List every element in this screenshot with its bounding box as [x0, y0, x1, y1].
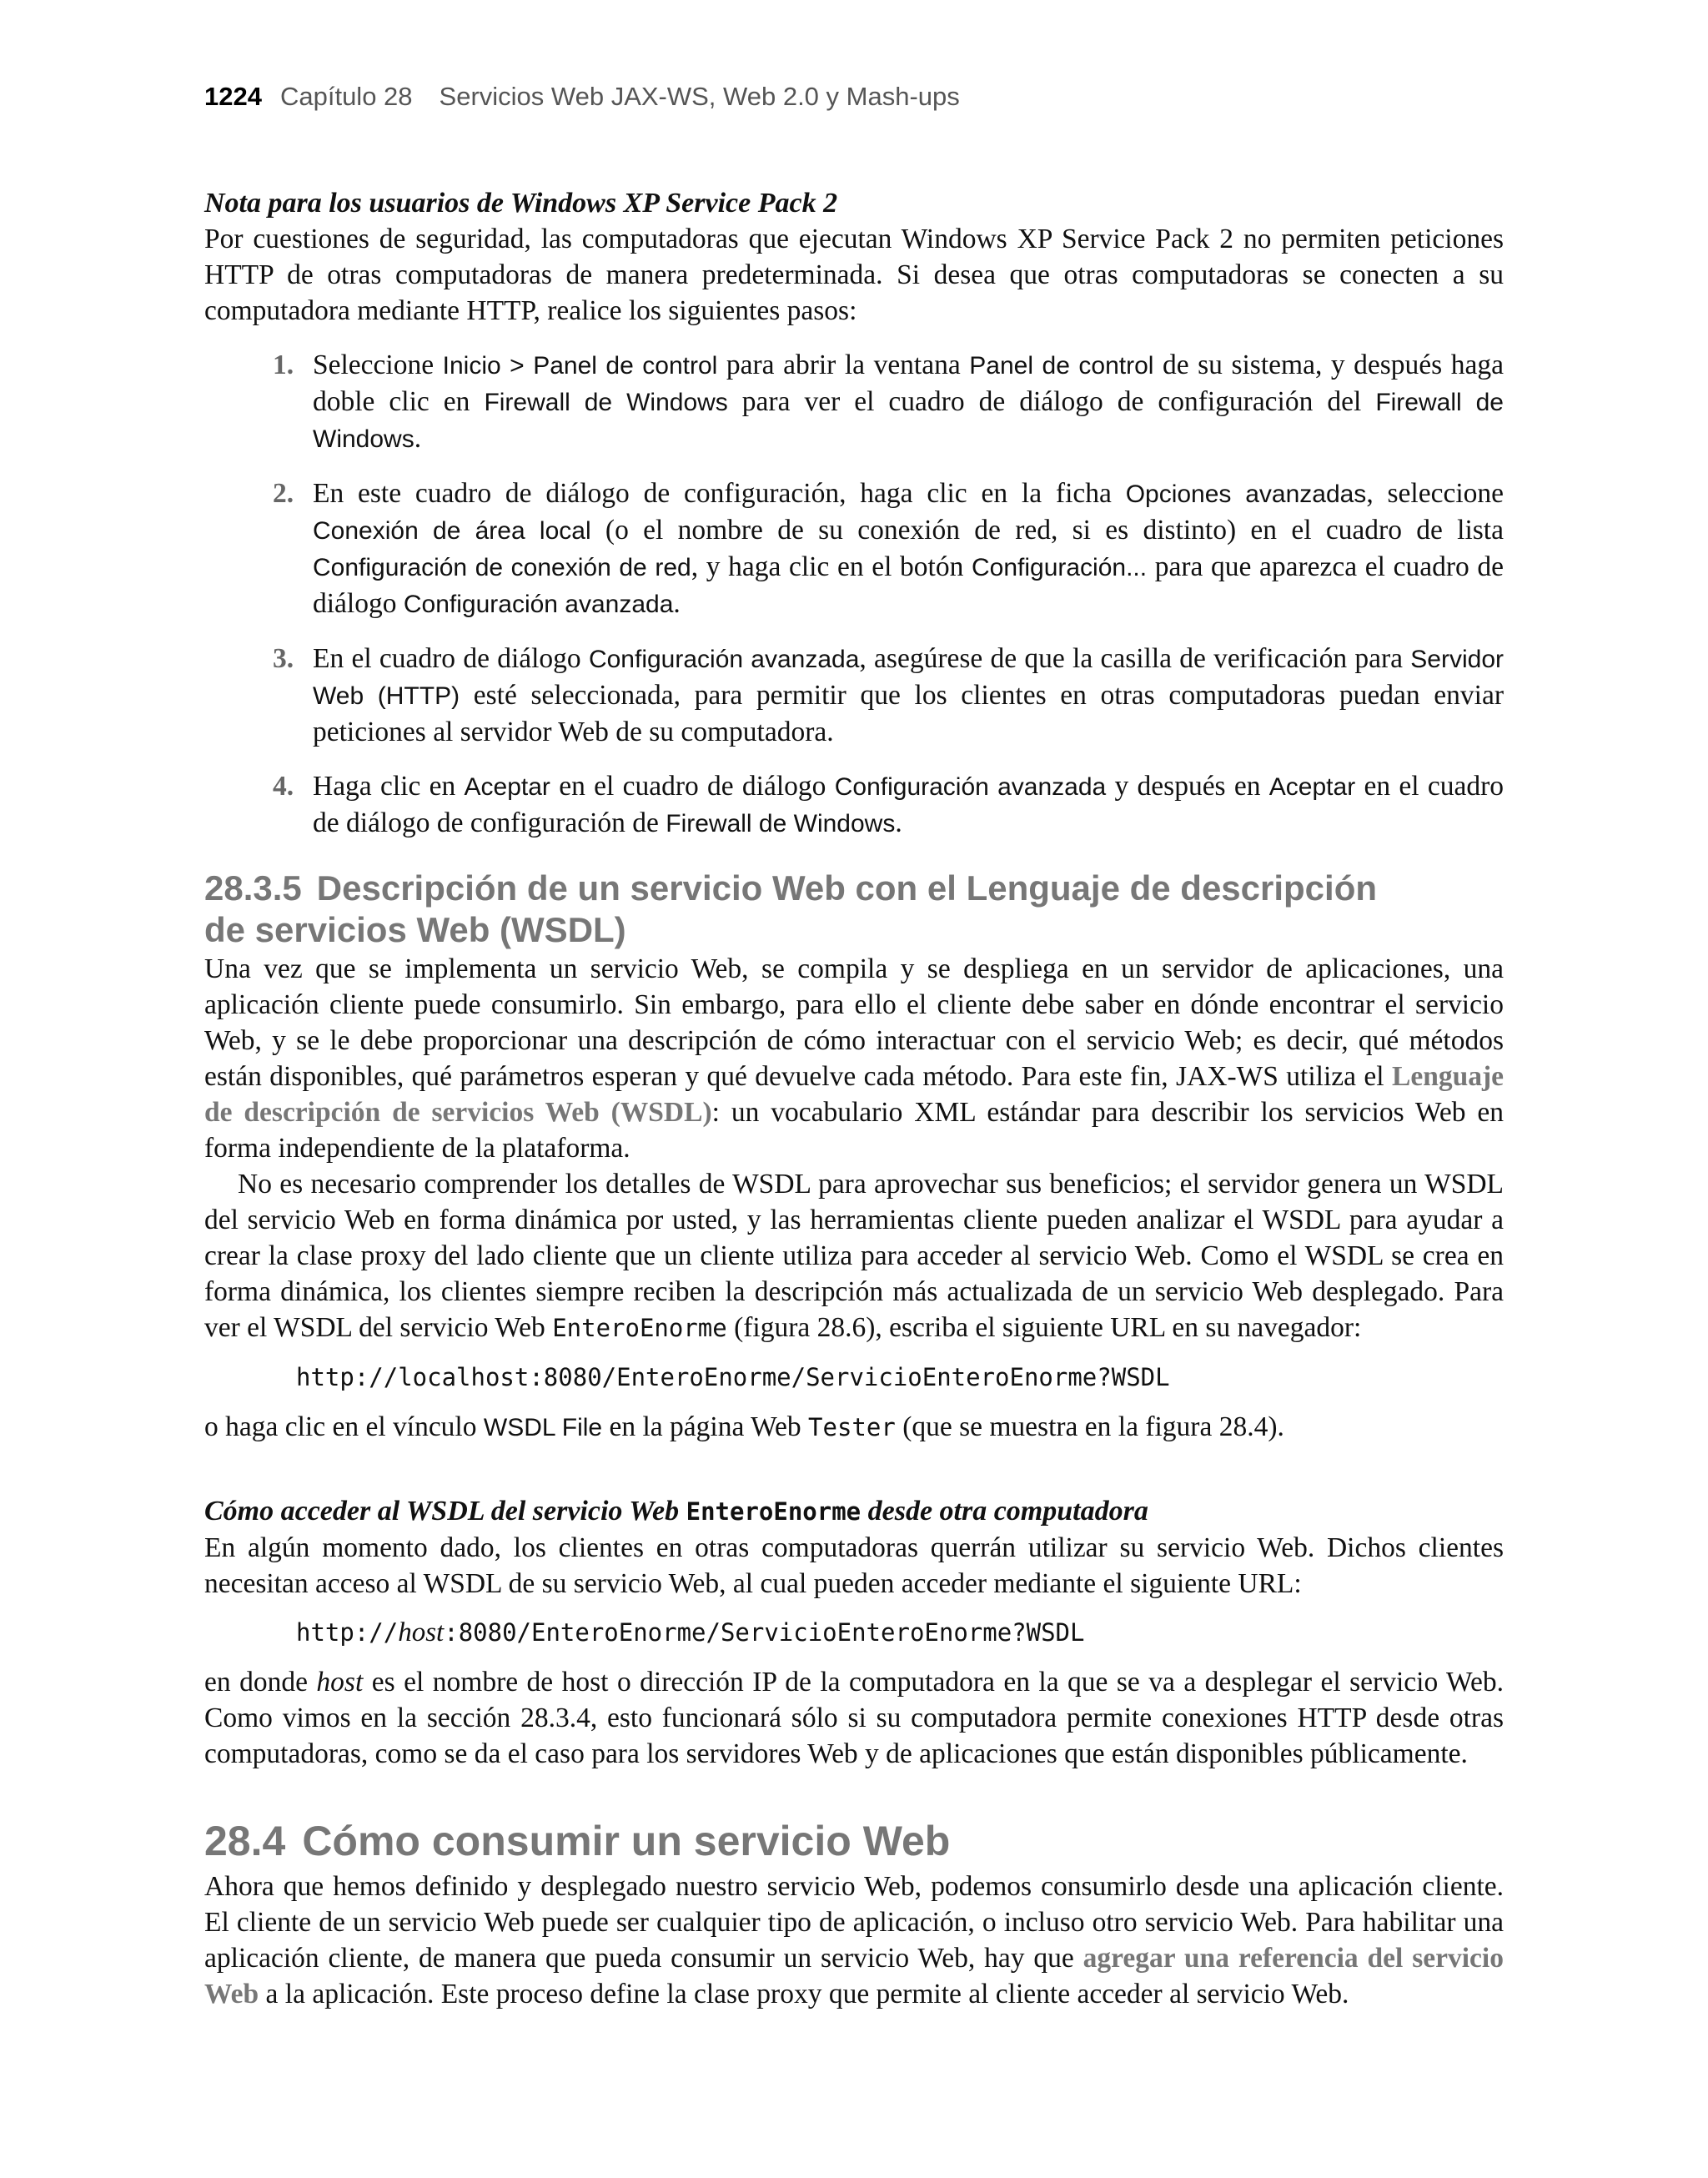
- key-term: agregar una referencia del servicio Web: [204, 1943, 1504, 2009]
- chapter-title: Servicios Web JAX-WS, Web 2.0 y Mash-ups: [439, 82, 960, 111]
- inline-code: EnteroEnorme: [686, 1497, 862, 1526]
- section-number: 28.3.5: [204, 868, 302, 908]
- note-title: Cómo acceder al WSDL del servicio Web EnteroEnorme desde otra computadora: [204, 1496, 1148, 1527]
- inline-code: Tester: [808, 1413, 896, 1441]
- ui-term: Configuración avanzada: [834, 773, 1107, 801]
- inline-code: EnteroEnorme: [552, 1314, 727, 1342]
- ui-term: Servidor Web (HTTP): [313, 646, 1505, 710]
- ui-term: Configuración...: [971, 554, 1148, 581]
- paragraph: No es necesario comprender los detalles de WSDL para aprovechar sus beneficios; el servidor genera un WSDL del servicio Web en forma dinámica por usted, y las herramientas cliente pueden analizar el WSDL para ayudar a crear la clase proxy del lado cliente que un cliente utiliza para acceder al servicio Web. Como el WSDL se crea en forma dinámica, los clientes siempre reciben la descripción más actualizada de un servicio Web desplegado. Para ver el WSDL del servicio Web EnteroEnorme (figura 28.6), escriba el siguiente URL en su navegador:: [204, 1169, 1504, 1343]
- placeholder-host: host: [398, 1617, 445, 1647]
- ui-term: Conexión de área local: [313, 517, 591, 545]
- running-header: [204, 82, 960, 112]
- ui-term: Panel de control: [969, 352, 1154, 380]
- placeholder-host: host: [316, 1667, 364, 1698]
- note-remote-wsdl: [204, 1493, 1504, 1772]
- paragraph: En algún momento dado, los clientes en otras computadoras querrán utilizar su servicio Web. Dichos clientes necesitan acceso al WSDL de su servicio Web, al cual pueden acceder mediante el siguiente URL:: [204, 1532, 1504, 1599]
- note-intro: Por cuestiones de seguridad, las computadoras que ejecutan Windows XP Service Pack 2 no permiten peticiones HTTP de otras computadoras de manera predeterminada. Si desea que otras computadoras se conecten a su computadora mediante HTTP, realice los siguientes pasos:: [204, 224, 1504, 326]
- code-url: http://localhost:8080/EnteroEnorme/ServicioEnteroEnorme?WSDL: [296, 1363, 1170, 1391]
- list-item: 2. En este cuadro de diálogo de configuración, haga clic en la ficha Opciones avanzadas, seleccione Conexión de área local (o el nombre de su conexión de red, si es distinto) en el cuadro de lista Configuración de conexión de red, y haga clic en el botón Configuración... para que aparezca el cuadro de diálogo Configuración avanzada.: [204, 475, 1504, 622]
- ui-term: Firewall de Windows: [666, 810, 896, 837]
- code-url: http://host:8080/EnteroEnorme/ServicioEnteroEnorme?WSDL: [296, 1617, 1085, 1647]
- ui-term: Inicio > Panel de control: [442, 352, 718, 380]
- ui-term: Configuración avanzada: [403, 591, 674, 618]
- ui-term: Configuración avanzada: [588, 646, 860, 673]
- ui-term: Firewall de Windows: [313, 389, 1504, 453]
- section-28-3-5-body: [204, 951, 1504, 1446]
- ui-term: Configuración de conexión de red: [313, 554, 691, 581]
- key-term: Lenguaje de descripción de servicios Web (WSDL): [204, 1061, 1504, 1128]
- list-item: 3. En el cuadro de diálogo Configuración avanzada, asegúrese de que la casilla de verificación para Servidor Web (HTTP) esté seleccionada, para permitir que los clientes en otras computadoras puedan enviar peticiones al servidor Web de su computadora.: [204, 641, 1504, 750]
- section-number: 28.4: [204, 1818, 286, 1864]
- steps-list: [204, 347, 1504, 842]
- section-title-line2: de servicios Web (WSDL): [204, 910, 626, 949]
- list-item: 1. Seleccione Inicio > Panel de control para abrir la ventana Panel de control de su sistema, y después haga doble clic en Firewall de Windows para ver el cuadro de diálogo de configuración del Firewall de Windows.: [204, 347, 1504, 457]
- paragraph: Ahora que hemos definido y desplegado nuestro servicio Web, podemos consumirlo desde una aplicación cliente. El cliente de un servicio Web puede ser cualquier tipo de aplicación, o incluso otro servicio Web. Para habilitar una aplicación cliente, de manera que pueda consumir un servicio Web, hay que agregar una referencia del servicio Web a la aplicación. Este proceso define la clase proxy que permite al cliente acceder al servicio Web.: [204, 1871, 1504, 2009]
- list-item: 4. Haga clic en Aceptar en el cuadro de diálogo Configuración avanzada y después en Aceptar en el cuadro de diálogo de configuración de Firewall de Windows.: [204, 768, 1504, 842]
- ui-term: Aceptar: [464, 773, 550, 801]
- step-number: 4.: [273, 771, 294, 802]
- section-title: Cómo consumir un servicio Web: [302, 1818, 951, 1864]
- paragraph: o haga clic en el vínculo WSDL File en la página Web Tester (que se muestra en la figura 28.4).: [204, 1411, 1284, 1442]
- step-number: 1.: [273, 350, 294, 380]
- section-heading-28-3-5: [204, 868, 1504, 951]
- chapter-label: Capítulo 28: [279, 82, 413, 111]
- section-heading-28-4: [204, 1817, 1504, 1865]
- ui-term: Aceptar: [1268, 773, 1356, 801]
- section-28-4-body: [204, 1869, 1504, 2012]
- ui-term: Opciones avanzadas: [1125, 480, 1367, 508]
- paragraph: Una vez que se implementa un servicio Web, se compila y se despliega en un servidor de aplicaciones, una aplicación cliente puede consumirlo. Sin embargo, para ello el cliente debe saber en dónde encontrar el servicio Web, y se le debe proporcionar una descripción de cómo interactuar con el servicio Web; es decir, qué métodos están disponibles, qué parámetros esperan y qué devuelve cada método. Para este fin, JAX-WS utiliza el Lenguaje de descripción de servicios Web (WSDL): un vocabulario XML estándar para describir los servicios Web en forma independiente de la plataforma.: [204, 953, 1504, 1164]
- paragraph: en donde host es el nombre de host o dirección IP de la computadora en la que se va a desplegar el servicio Web. Como vimos en la sección 28.3.4, esto funcionará sólo si su computadora permite conexiones HTTP desde otras computadoras, como se da el caso para los servidores Web y de aplicaciones que están disponibles públicamente.: [204, 1667, 1504, 1769]
- ui-term: WSDL File: [483, 1414, 603, 1441]
- step-number: 3.: [273, 643, 294, 674]
- note-windows-xp: [204, 185, 1504, 329]
- page-number: 1224: [204, 82, 262, 111]
- note-title: Nota para los usuarios de Windows XP Service Pack 2: [204, 188, 838, 219]
- ui-term: Firewall de Windows: [484, 389, 728, 416]
- section-title-line1: Descripción de un servicio Web con el Lenguaje de descripción: [316, 868, 1378, 908]
- step-number: 2.: [273, 478, 294, 509]
